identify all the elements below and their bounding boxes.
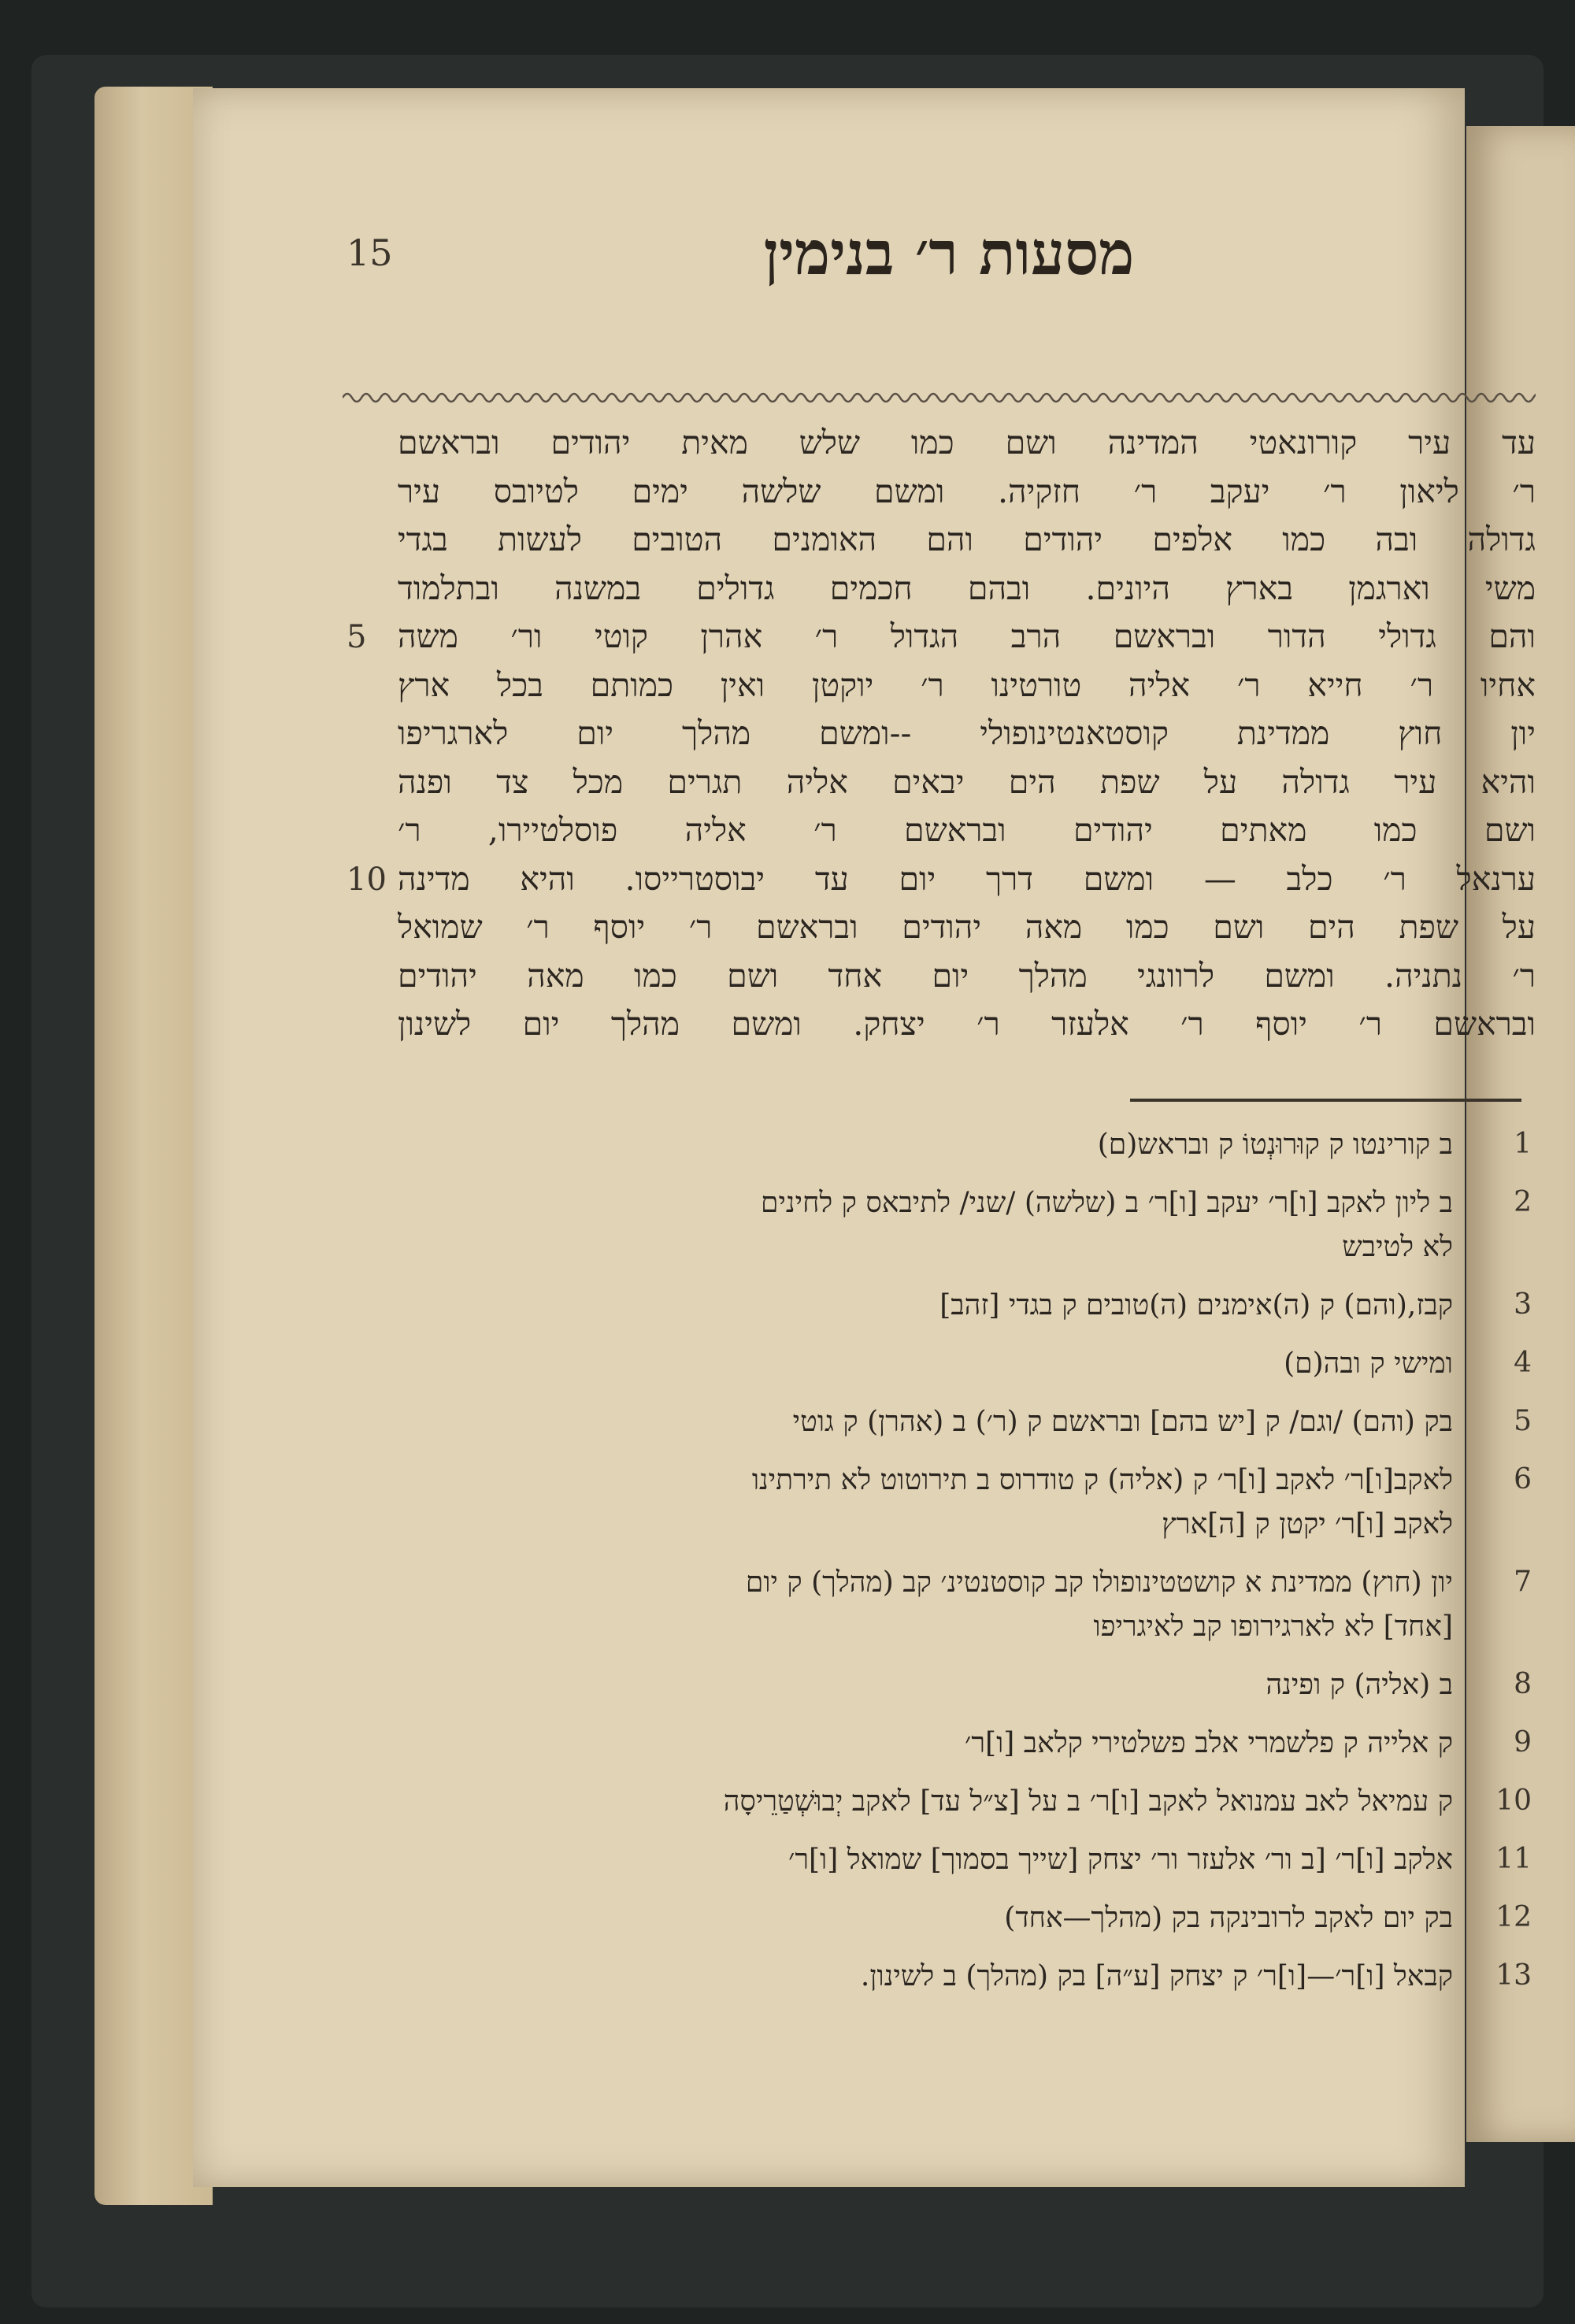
text-line: והיא עיר גדולה על שפת הים יבאים אליה תגרים מכל צד ופנה [398,762,1536,801]
variant-text: ק אלייה ק פלשמרי אלב פשלטירי קלאב [ו]ר׳ [965,1727,1453,1759]
variant-text: בק (והם) /וגם/ ק [יש בהם] ובראשם ק (ר׳) ב (אהרן) ק גוטי [792,1406,1453,1438]
variant-number: 6 [1514,1463,1532,1496]
main-text-block [398,419,1536,1049]
variant-number: 2 [1514,1186,1532,1218]
variant-number: 4 [1514,1347,1532,1379]
variant-text: לא לטיבש [1342,1231,1453,1263]
variant-text: קבז,(והם) ק (ה)אימנים (ה)טובים ק בגדי [זהב] [939,1289,1453,1321]
variant-text: בק יום לאקב לרובינקה בק (מהלך—אחד) [1004,1902,1453,1934]
footnote-rule [1130,1099,1521,1102]
variant-text: ב קורינטו ק קוּרוּנְטוֹ ק ובראש(ם) [1097,1129,1453,1161]
line-number-marker: 5 [346,619,367,655]
text-line: ר׳ נתניה. ומשם לרוונגי מהלך יום אחד ושם כמו מאה יהודים [398,956,1536,995]
wavy-rule [343,386,1536,410]
variant-text: קבאל [ו]ר׳—[ו]ר׳ ק יצחק [ע״ה] בק (מהלך) ב לשינון. [860,1960,1453,1992]
variant-text: [אחד] לא לארגירופו קב לאיגריפו [1093,1610,1453,1643]
line-number-marker: 10 [346,861,387,898]
text-line: על שפת הים ושם כמו מאה יהודים ובראשם ר׳ יוסף ר׳ שמואל [398,908,1536,946]
text-line: משי וארגמן בארץ היונים. ובהם חכמים גדולים במשנה ובתלמוד [398,569,1536,607]
variant-number: 7 [1514,1566,1532,1598]
variant-number: 10 [1495,1785,1532,1817]
text-line: עד עיר קורונאטי המדינה ושם כמו שלש מאית יהודים ובראשם [398,424,1536,461]
variant-number: 3 [1514,1288,1532,1321]
text-line: אחיו ר׳ חייא ר׳ אליה טורטינו ר׳ יוקטן ואין כמותם בכל ארץ [398,665,1536,704]
text-line: והם גדולי הדור ובראשם הרב הגדול ר׳ אהרן קוטי ור׳ משה [398,617,1536,655]
variant-number: 13 [1495,1959,1532,1992]
variant-text: לאקב[ו]ר׳ לאקב [ו]ר׳ ק (אליה) ק טודרוס ב תירוטוט לא תירתינו [751,1464,1453,1496]
variant-number: 1 [1514,1128,1532,1160]
variant-number: 5 [1514,1405,1532,1437]
variant-number: 9 [1514,1726,1532,1759]
text-line: ערנאל ר׳ כלב — ומשם דרך יום עד יבוסטרייסו. והיא מדינה [398,859,1536,898]
variant-text: ב (אליה) ק ופינה [1266,1669,1453,1701]
page-number: 15 [346,232,393,274]
text-line: יון חוץ ממדינת קוסטאנטינופולי --ומשם מהלך יום לארגריפו [398,714,1536,752]
text-line: ר׳ ליאון ר׳ יעקב ר׳ חזקיה. ומשם שלשה ימים לטיובס עיר [398,472,1536,510]
running-title: מסעות ר׳ בנימין [763,218,1135,288]
variant-text: ק עמיאל לאב עמנואל לאקב [ו]ר׳ ב על [צ״ל עד] לאקב יְבוּשְׁטַרֵיסָה [723,1785,1453,1818]
book-page [193,88,1536,2187]
variant-number: 12 [1495,1901,1532,1933]
variant-text: יון (חוץ) ממדינת א קושטטינופולו קב קוסטנטינ׳ קב (מהלך) ק יום [745,1566,1453,1599]
text-line: ושם כמו מאתים יהודים ובראשם ר׳ אליה פוסלטיירו, ר׳ [398,811,1536,849]
variant-text: ב ליון לאקב [ו]ר׳ יעקב [ו]ר׳ ב (שלשה) /שני/ לתיבאס ק לחינים [761,1187,1453,1219]
variant-text: אלקב [ו]ר׳ [ב ור׳ אלעזר ור׳ יצחק [שייך בסמוך] שמואל [ו]ר׳ [788,1844,1453,1876]
variant-text: ומישי ק ובה(ם) [1284,1347,1453,1380]
variant-text: לאקב [ו]ר׳ יקטן ק [ה]ארץ [1162,1508,1453,1540]
variant-number: 11 [1495,1843,1532,1875]
variant-number: 8 [1514,1668,1532,1700]
text-line: גדולה ובה כמו אלפים יהודים והם האומנים הטובים לעשות בגדי [398,521,1536,558]
text-line: ובראשם ר׳ יוסף ר׳ אלעזר ר׳ יצחק. ומשם מהלך יום לשינון [398,1005,1536,1043]
